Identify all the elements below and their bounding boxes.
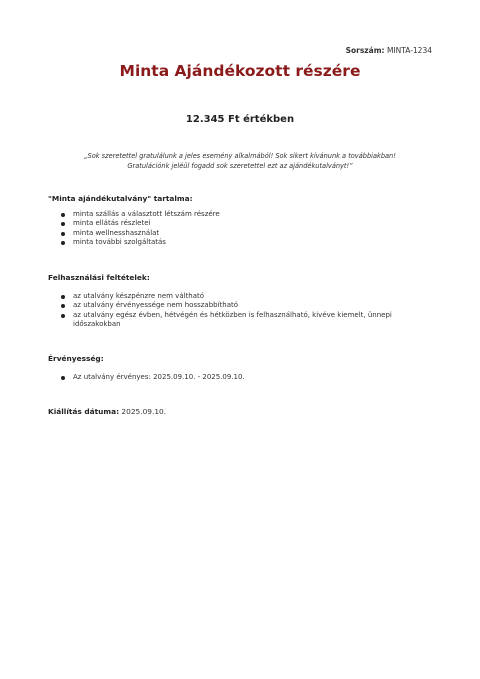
terms-list xyxy=(61,292,432,329)
serial-label: Sorszám: xyxy=(345,46,385,55)
list-item: minta szállás a választott létszám részére xyxy=(61,210,432,219)
greeting-text xyxy=(48,151,432,171)
contents-list xyxy=(61,210,432,247)
validity-list xyxy=(61,373,432,382)
issue-date xyxy=(48,407,166,416)
voucher-value: 12.345 Ft értékben xyxy=(185,114,295,125)
list-item: az utalvány érvényessége nem hosszabbítható xyxy=(61,301,432,310)
list-item: az utalvány készpénzre nem váltható xyxy=(61,292,432,301)
list-item: Az utalvány érvényes: 2025.09.10. - 2025.09.10. xyxy=(61,373,432,382)
contents-heading: "Minta ajándékutalvány" tartalma: xyxy=(48,194,193,203)
serial-value: MINTA-1234 xyxy=(386,46,432,55)
list-item: minta wellnesshasználat xyxy=(61,229,432,238)
list-item: az utalvány egész évben, hétvégén és hétközben is felhasználható, kivéve kiemelt, ünnepi időszakokban xyxy=(61,311,432,330)
serial-number xyxy=(346,46,432,55)
terms-heading: Felhasználási feltételek: xyxy=(48,273,150,282)
list-item: minta ellátás részletei xyxy=(61,219,432,228)
greeting-line-2: Gratulációnk jeléül fogadd sok szeretettel ezt az ajándékutalványt!” xyxy=(127,162,353,170)
voucher-title: Minta Ajándékozott részére xyxy=(119,62,361,80)
issue-date-label: Kiállítás dátuma: xyxy=(48,407,120,416)
validity-heading: Érvényesség: xyxy=(48,354,104,363)
greeting-line-1: „Sok szeretettel gratulálunk a jeles esemény alkalmából! Sok sikert kívánunk a továbbiakban! xyxy=(84,152,396,160)
issue-date-value: 2025.09.10. xyxy=(121,407,167,416)
list-item: minta további szolgáltatás xyxy=(61,238,432,247)
